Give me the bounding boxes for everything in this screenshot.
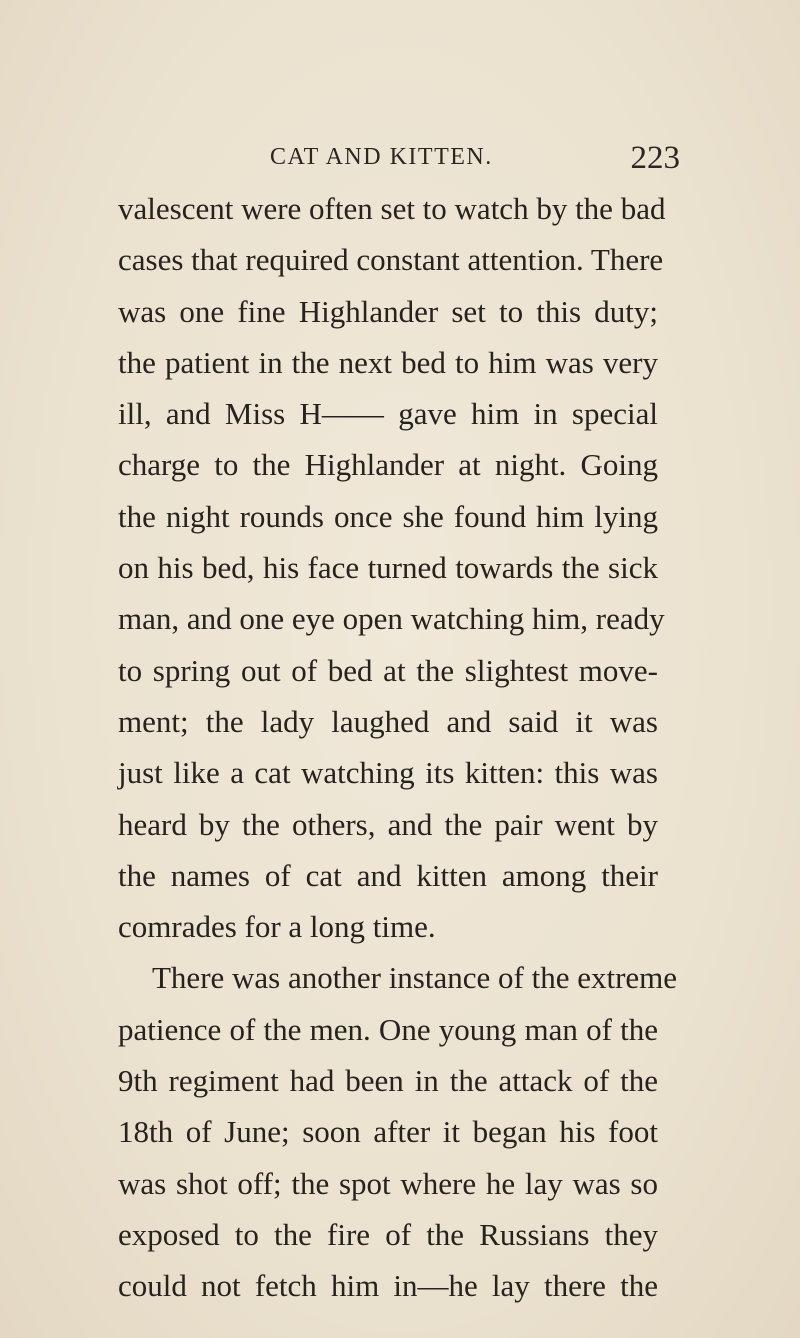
text-line: was one fine Highlander set to this duty; [118, 293, 658, 329]
text-line: 9th regiment had been in the attack of the [118, 1063, 658, 1099]
text-line: patience of the men. One young man of the [118, 1011, 658, 1047]
text-line: valescent were often set to watch by the bad [118, 191, 666, 226]
text-line: ment; the lady laughed and said it was [118, 703, 658, 739]
text-line: the names of cat and kitten among their [118, 857, 658, 893]
text-line: man, and one eye open watching him, ready [118, 601, 665, 637]
text-line: the patient in the next bed to him was very [118, 344, 658, 380]
text-line: the night rounds once she found him lying [118, 498, 658, 534]
text-line: could not fetch him in—he lay there the [118, 1268, 658, 1304]
text-line: There was another instance of the extreme [152, 960, 678, 996]
text-line: heard by the others, and the pair went by [118, 806, 658, 842]
text-line: ill, and Miss H—— gave him in special [118, 396, 658, 432]
running-head [270, 140, 680, 180]
body-text [118, 183, 678, 1312]
text-line: cases that required constant attention. There [118, 242, 664, 278]
text-line: to spring out of bed at the slightest move- [118, 652, 658, 688]
text-line: 18th of June; soon after it began his foot [118, 1114, 658, 1150]
page-number: 223 [630, 140, 680, 176]
text-line: was shot off; the spot where he lay was so [118, 1165, 658, 1201]
text-line: exposed to the fire of the Russians they [118, 1216, 658, 1252]
text-line: charge to the Highlander at night. Going [118, 447, 658, 483]
text-line: comrades for a long time. [118, 909, 436, 945]
running-title: CAT AND KITTEN. [270, 144, 493, 170]
text-line: just like a cat watching its kitten: this was [118, 755, 658, 791]
text-line: on his bed, his face turned towards the sick [118, 550, 658, 586]
